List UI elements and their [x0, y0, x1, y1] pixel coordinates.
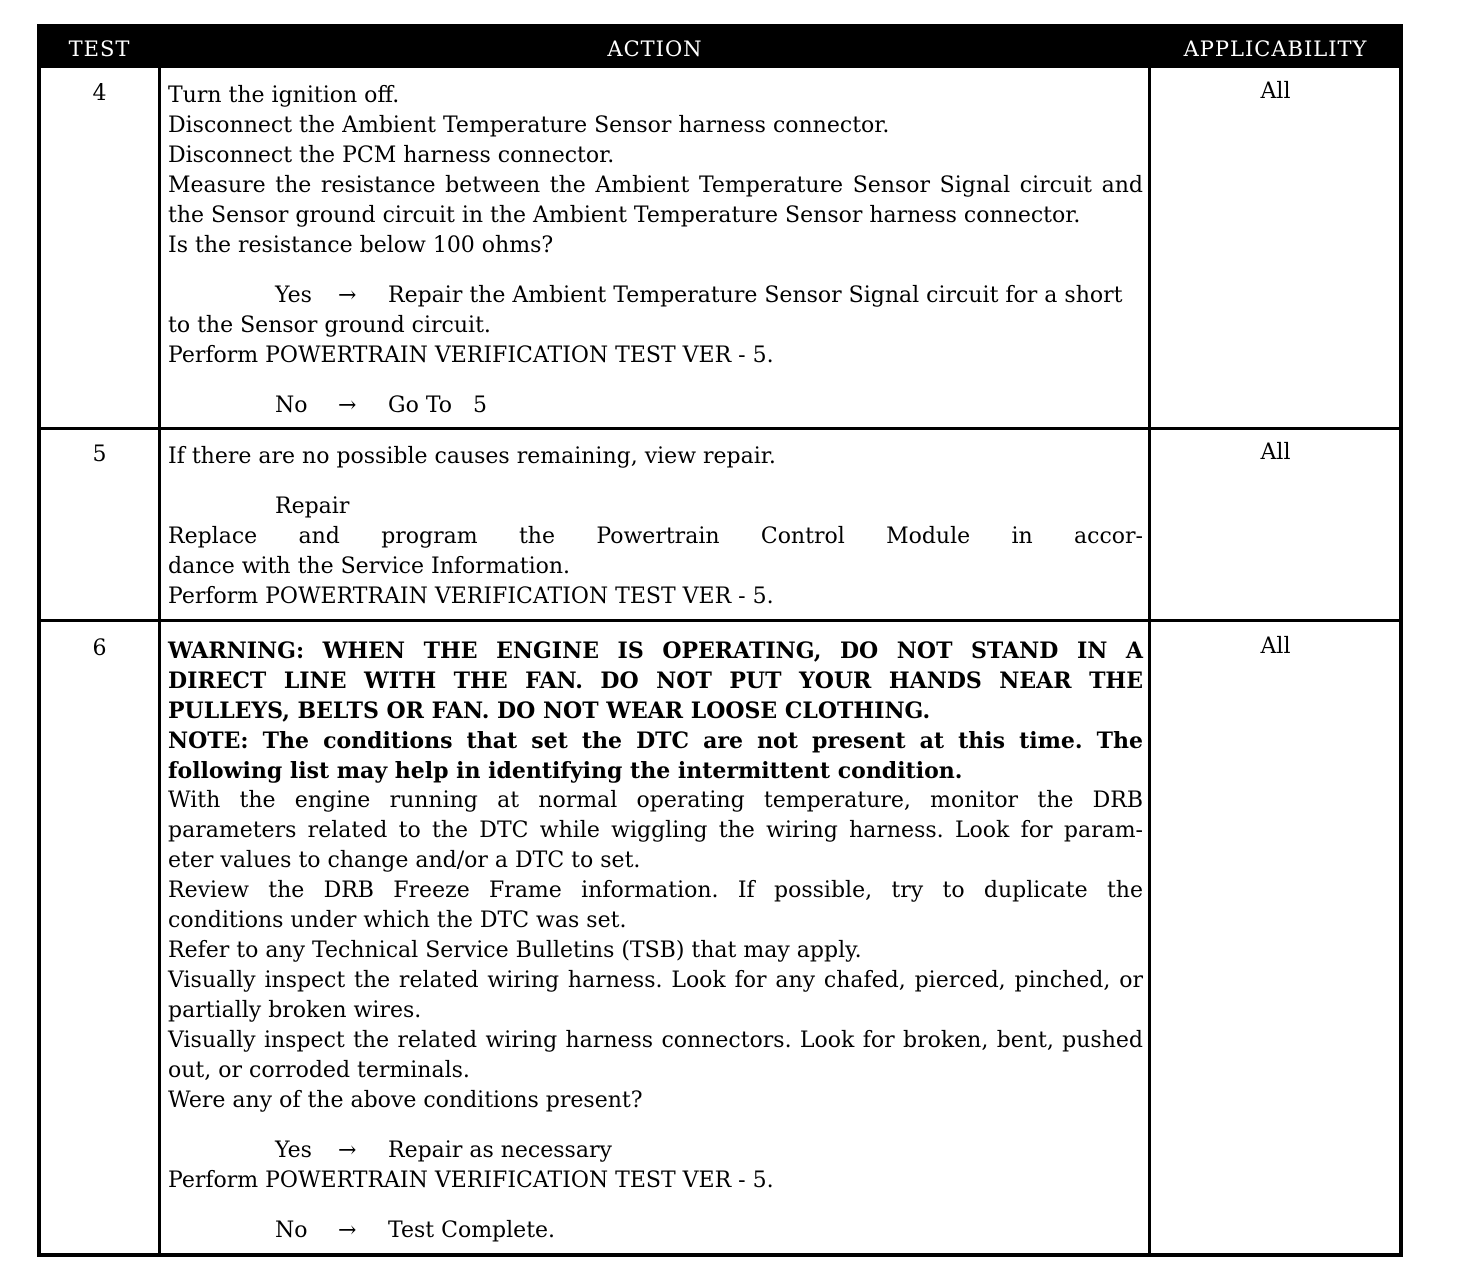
no-branch	[168, 391, 1143, 421]
test-number: 4	[92, 81, 107, 106]
no-branch	[168, 1216, 1143, 1246]
applicability-value: All	[1260, 79, 1291, 104]
warning-line: WARNING: WHEN THE ENGINE IS OPERATING, DO NOT STAND IN A	[168, 638, 1143, 664]
yes-label: Yes	[275, 283, 312, 308]
warning-line: DIRECT LINE WITH THE FAN. DO NOT PUT YOUR HANDS NEAR THE	[168, 668, 1143, 694]
column-divider	[1148, 68, 1151, 1253]
header-applicability: APPLICABILITY	[1183, 37, 1368, 61]
action-cell	[168, 81, 1143, 421]
arrow-icon: →	[338, 283, 357, 308]
action-line: partially broken wires.	[168, 998, 422, 1023]
yes-result-line: Perform POWERTRAIN VERIFICATION TEST VER - 5.	[168, 343, 774, 368]
table-header	[41, 28, 1399, 68]
repair-line: dance with the Service Information.	[168, 554, 571, 579]
row-divider	[41, 619, 1399, 622]
action-line: Were any of the above conditions present?	[168, 1088, 643, 1113]
action-cell	[168, 442, 1143, 612]
action-cell	[168, 636, 1143, 1246]
test-number: 5	[92, 442, 107, 467]
repair-line: Replace and program the Powertrain Control Module in accor-	[168, 524, 1143, 549]
yes-result: Repair as necessary	[388, 1138, 612, 1163]
action-line: parameters related to the DTC while wiggling the wiring harness. Look for param-	[168, 818, 1143, 843]
action-line: Measure the resistance between the Ambient Temperature Sensor Signal circuit and	[168, 173, 1143, 198]
repair-line: Perform POWERTRAIN VERIFICATION TEST VER - 5.	[168, 584, 774, 609]
yes-branch	[168, 1136, 1143, 1166]
action-line: the Sensor ground circuit in the Ambient Temperature Sensor harness connector.	[168, 203, 1081, 228]
action-line: Turn the ignition off.	[168, 83, 400, 108]
test-number: 6	[92, 636, 107, 661]
action-line: Review the DRB Freeze Frame information. If possible, try to duplicate the	[168, 878, 1143, 903]
warning-line: PULLEYS, BELTS OR FAN. DO NOT WEAR LOOSE CLOTHING.	[168, 698, 931, 724]
header-action: ACTION	[607, 37, 703, 61]
action-line: eter values to change and/or a DTC to set.	[168, 848, 641, 873]
arrow-icon: →	[338, 393, 357, 418]
yes-branch	[168, 281, 1143, 311]
header-test: TEST	[68, 37, 131, 61]
column-divider	[158, 68, 161, 1253]
action-line: Disconnect the Ambient Temperature Sensor harness connector.	[168, 113, 890, 138]
action-line: If there are no possible causes remaining, view repair.	[168, 444, 776, 469]
note-line: following list may help in identifying the intermittent condition.	[168, 758, 963, 784]
yes-label: Yes	[275, 1138, 312, 1163]
no-result: Test Complete.	[388, 1218, 556, 1243]
action-line: conditions under which the DTC was set.	[168, 908, 627, 933]
action-line: Is the resistance below 100 ohms?	[168, 233, 554, 258]
action-line: Visually inspect the related wiring harness. Look for any chafed, pierced, pinched, or	[168, 968, 1143, 993]
repair-label: Repair	[275, 494, 350, 519]
action-line: Refer to any Technical Service Bulletins (TSB) that may apply.	[168, 938, 862, 963]
test-table	[37, 24, 1403, 1257]
action-line: out, or corroded terminals.	[168, 1058, 470, 1083]
yes-result-line: to the Sensor ground circuit.	[168, 313, 491, 338]
no-label: No	[275, 1218, 308, 1243]
applicability-value: All	[1260, 440, 1291, 465]
arrow-icon: →	[338, 1138, 357, 1163]
action-line: With the engine running at normal operating temperature, monitor the DRB	[168, 788, 1143, 813]
yes-result: Repair the Ambient Temperature Sensor Signal circuit for a short	[388, 283, 1123, 308]
arrow-icon: →	[338, 1218, 357, 1243]
no-label: No	[275, 393, 308, 418]
yes-result-line: Perform POWERTRAIN VERIFICATION TEST VER - 5.	[168, 1168, 774, 1193]
applicability-value: All	[1260, 634, 1291, 659]
action-line: Visually inspect the related wiring harness connectors. Look for broken, bent, pushed	[168, 1028, 1143, 1053]
action-line: Disconnect the PCM harness connector.	[168, 143, 615, 168]
row-divider	[41, 427, 1399, 430]
note-line: NOTE: The conditions that set the DTC are not present at this time. The	[168, 728, 1143, 754]
no-result: Go To 5	[388, 393, 487, 418]
